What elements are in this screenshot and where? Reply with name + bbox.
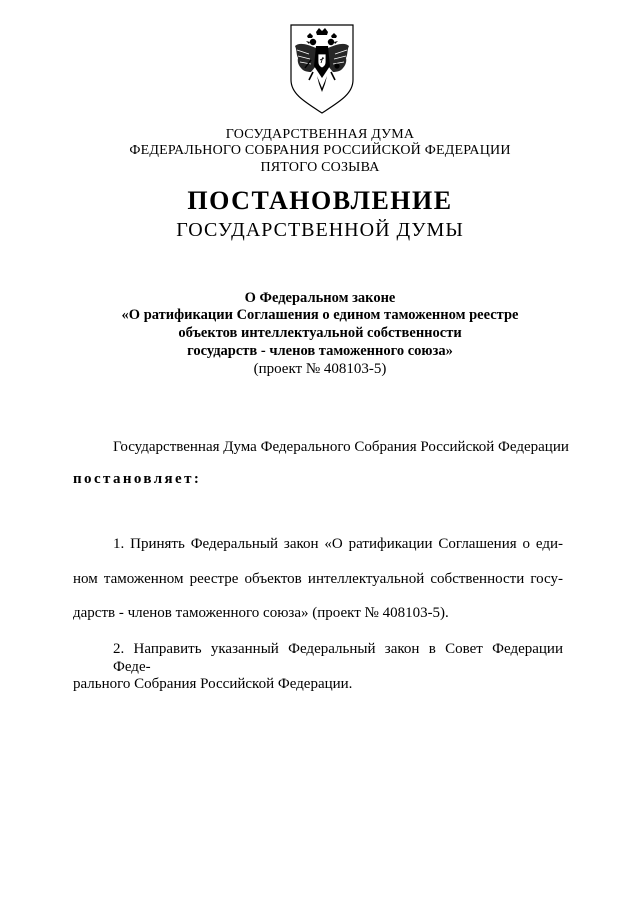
subject-line-1: О Федеральном законе [244,290,396,306]
subject-line-4: государств - членов таможенного союза» [187,343,453,359]
item-1-line-1: 1. Принять Федеральный закон «О ратификации Соглашения о еди- [113,536,563,552]
item-1-line-3: дарств - членов таможенного союза» (проект № 408103-5). [73,605,449,621]
subject-project-number: (проект № 408103-5) [253,361,387,377]
item-1-line-2: ном таможенном реестре объектов интеллектуальной собственности госу- [73,571,563,587]
preamble-text: Государственная Дума Федерального Собрания Российской Федерации [113,439,569,455]
item-2-line-2: рального Собрания Российской Федерации. [73,676,353,692]
coat-of-arms-icon [287,22,357,116]
document-title: ПОСТАНОВЛЕНИЕ [187,186,453,215]
org-line-1: ГОСУДАРСТВЕННАЯ ДУМА [225,127,415,142]
org-line-3: ПЯТОГО СОЗЫВА [260,160,380,175]
subject-line-2: «О ратификации Соглашения о едином таможенном реестре [121,307,519,323]
resolves-text: постановляет: [73,471,202,487]
item-2-line-1: 2. Направить указанный Федеральный закон в Совет Федерации Феде- [113,641,563,675]
org-line-2: ФЕДЕРАЛЬНОГО СОБРАНИЯ РОССИЙСКОЙ ФЕДЕРАЦИИ [129,143,511,158]
document-subtitle: ГОСУДАРСТВЕННОЙ ДУМЫ [176,219,464,241]
subject-line-3: объектов интеллектуальной собственности [178,325,462,341]
